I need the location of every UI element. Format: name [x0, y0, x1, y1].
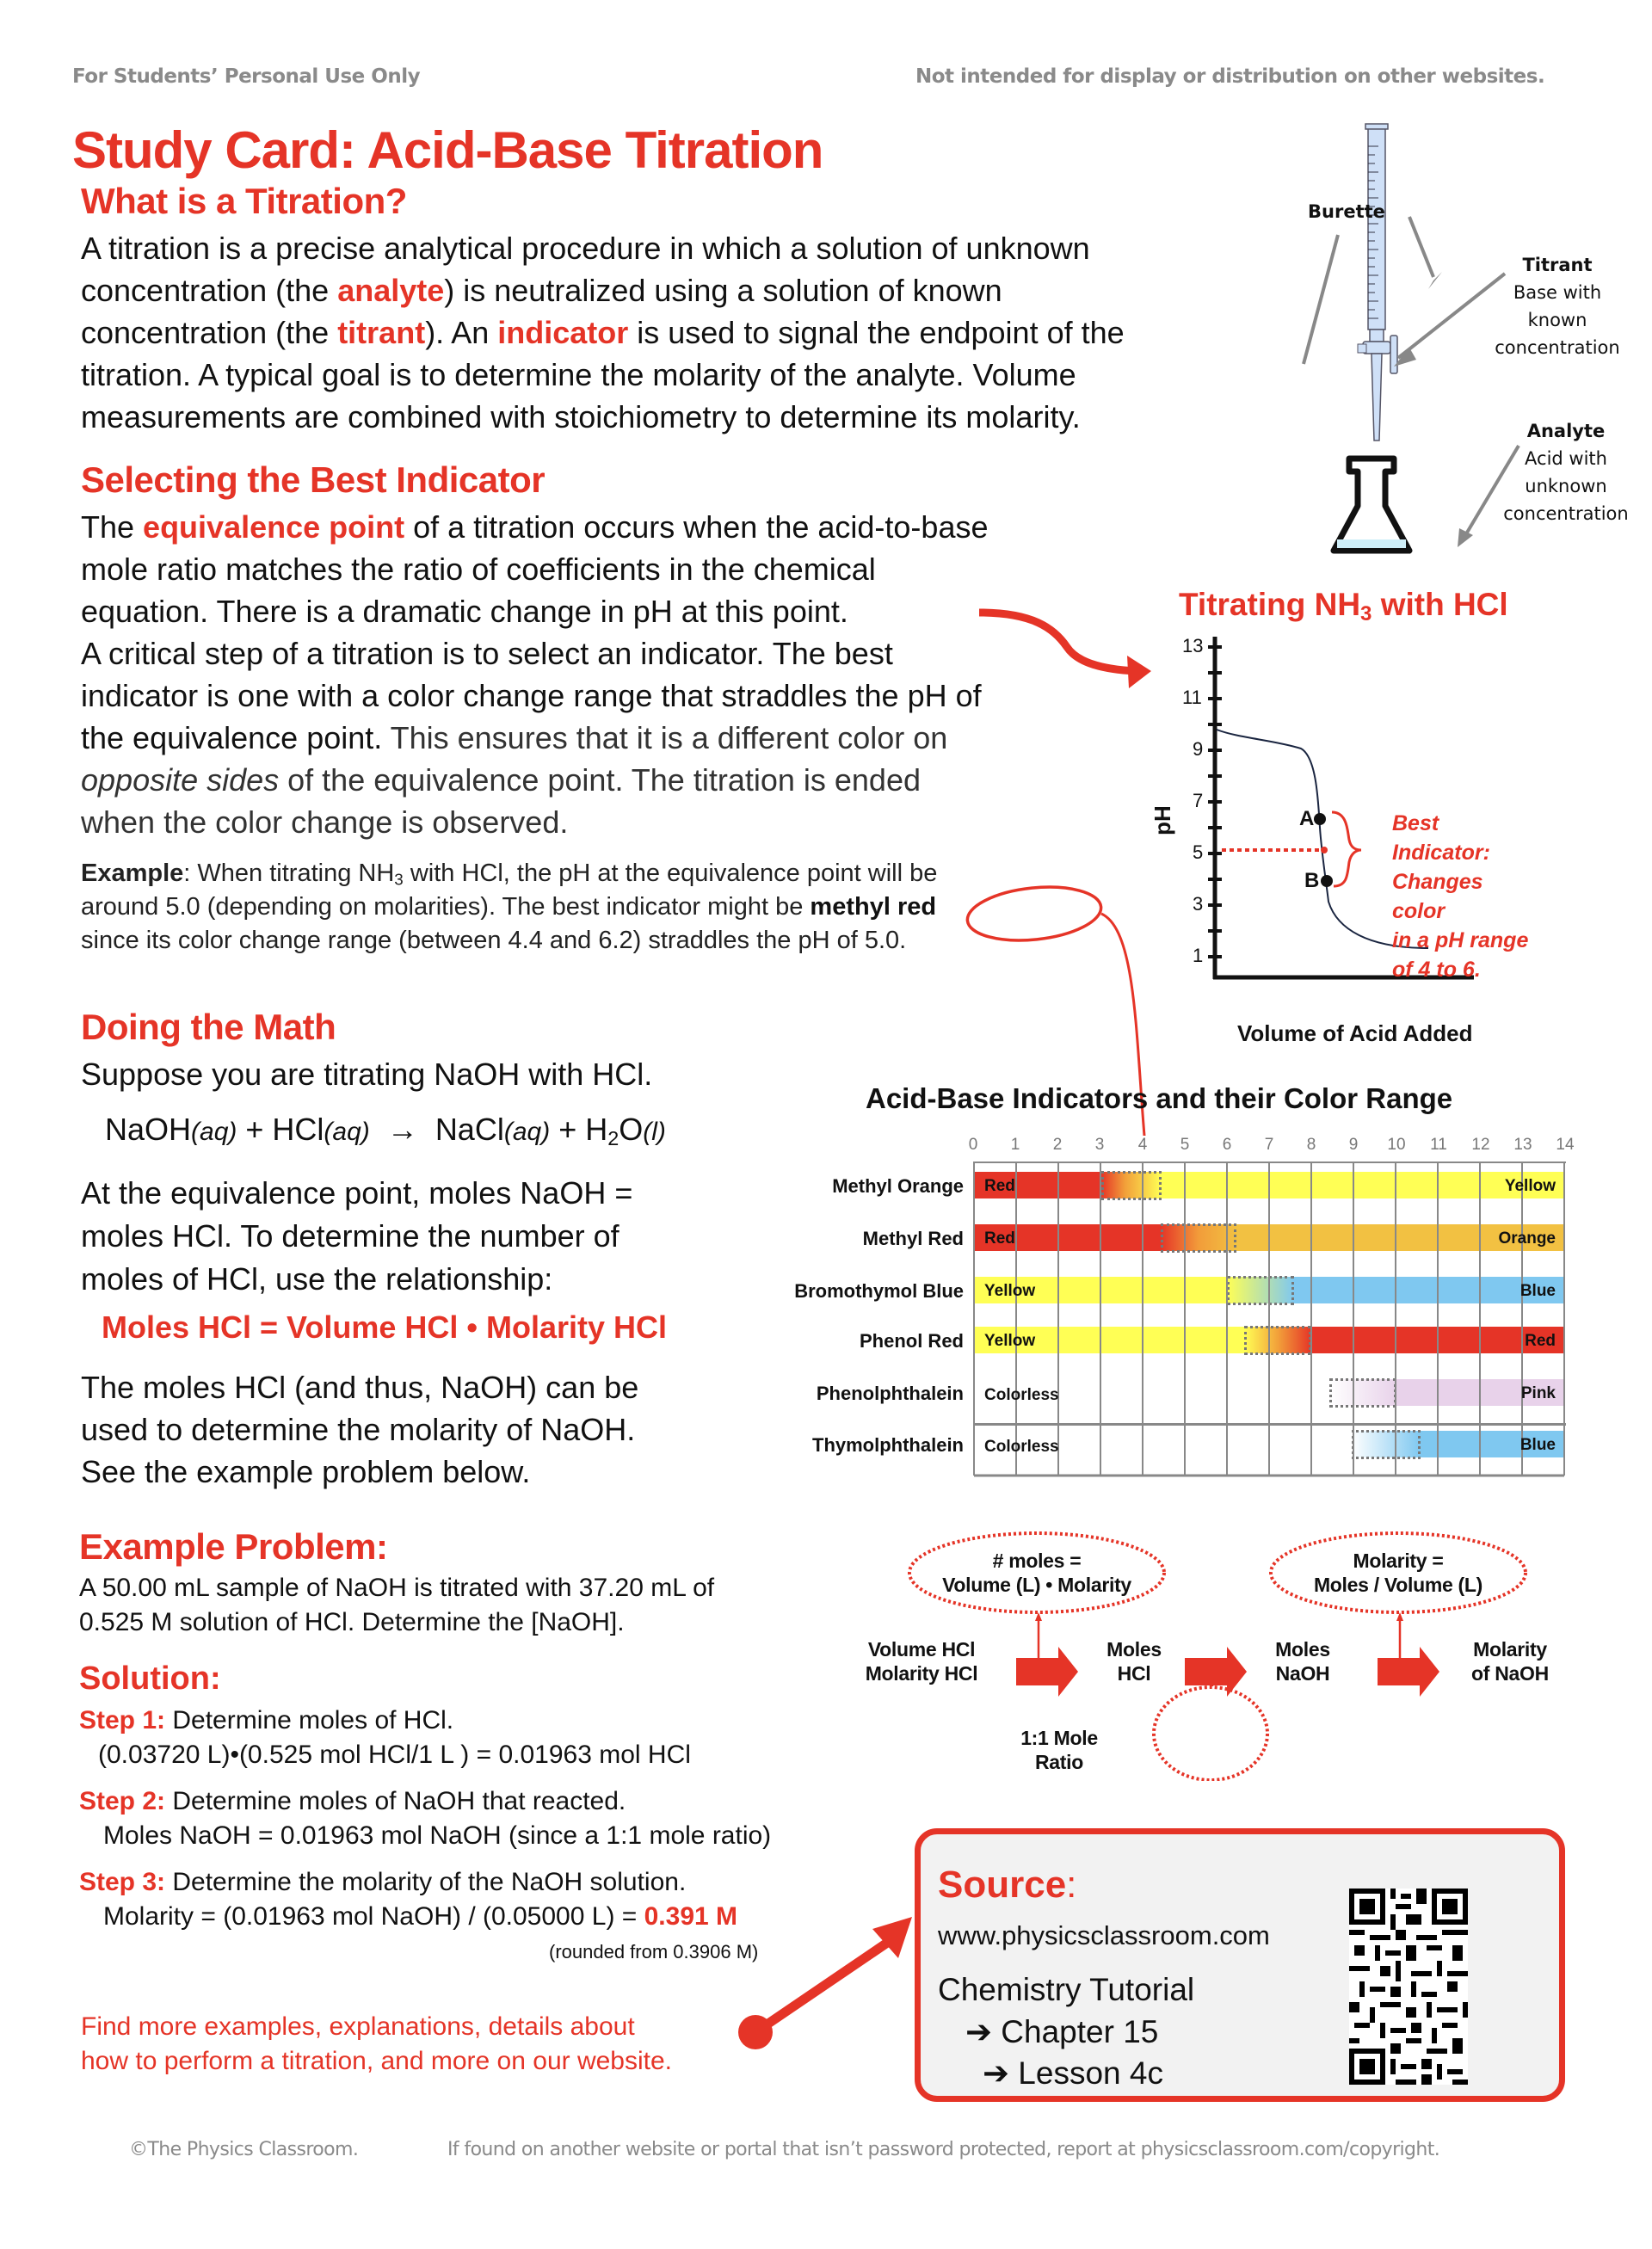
page-title: Study Card: Acid-Base Titration	[72, 121, 823, 179]
math-intro: Suppose you are titrating NaOH with HCl.	[81, 1057, 653, 1092]
copyright-note: ©The Physics Classroom.	[129, 2139, 359, 2160]
source-box	[915, 1828, 1565, 2102]
step-1: Step 1: Determine moles of HCl.	[79, 1706, 454, 1735]
tutorial-label: Chemistry Tutorial	[938, 1972, 1195, 2007]
methyl-red-highlight: methyl red	[810, 893, 937, 921]
copyright-report-note: If found on another website or portal that isn’t password protected, report at physicsclassroom.com/copyright.	[447, 2139, 1440, 2160]
section-heading-math: Doing the Math	[81, 1007, 336, 1047]
selecting-paragraph: The equivalence point of a titration occurs when the acid-to-base mole ratio matches the ratio of coefficients in the chemical equation. There is a dramatic change in pH at this point. A critical step of a titration is to select an indicator. The best indicator is one with a color change range that straddles the pH of the equivalence point. This ensures that it is a different color on opposite sides of the equivalence point. The titration is ended when the color change is observed.	[81, 509, 989, 840]
indicator-table-body: 0 1 2 3 4 5 6 7 8 9 10 11 12 13 14	[757, 1136, 1652, 1480]
flow-node-moles-hcl: Moles HCl	[1106, 1638, 1162, 1685]
distribution-note: Not intended for display or distribution on other websites.	[915, 65, 1545, 88]
term-analyte: analyte	[337, 273, 445, 308]
example-question: A 50.00 mL sample of NaOH is titrated with 37.20 mL of 0.525 M solution of HCl. Determine the [NaOH].	[79, 1574, 715, 1636]
section-heading-example: Example Problem:	[79, 1526, 388, 1567]
ph-titration-chart: 13 11 9 7 5 3 1 pH A B Best Indicator: Changes color in a pH range of 4 to 6. Volume of Acid Added	[1136, 628, 1532, 1041]
chemical-equation: NaOH(aq) + HCl(aq) → NaCl(aq) + $H_2O(l)$	[105, 1112, 666, 1149]
solution-heading: Solution:	[79, 1661, 221, 1697]
flow-node-molarity-naoh: Molarity of NaOH	[1471, 1638, 1549, 1685]
arrow-right-icon: ➔	[983, 2055, 1010, 2091]
titrant-label: Titrant Base with known concentration	[1495, 255, 1620, 358]
term-equivalence-point: equivalence point	[143, 509, 405, 545]
final-answer: 0.391 M	[644, 1902, 738, 1931]
analyte-label: Analyte Acid with unknown concentration	[1503, 421, 1629, 524]
math-paragraph: At the equivalence point, moles NaOH = moles HCl. To determine the number of moles of HCl, use the relationship:	[81, 1175, 633, 1297]
arrow-right-icon: ➔	[965, 2014, 993, 2049]
best-indicator-note: Best Indicator: Changes color in a pH range of 4 to 6.	[1392, 811, 1529, 982]
molarity-bubble-text: Molarity = Moles / Volume (L)	[1313, 1550, 1483, 1596]
ph-chart-title: Titrating $NH_3$ with HCl	[1179, 587, 1508, 625]
curved-arrow-icon	[979, 613, 1136, 671]
personal-use-note: For Students’ Personal Use Only	[72, 65, 421, 88]
mole-ratio-text: 1:1 Mole Ratio	[1020, 1727, 1098, 1773]
lesson-link[interactable]: ➔ Lesson 4c	[983, 2055, 1163, 2091]
indicator-rows: Methyl Orange Red Yellow Methyl Red Red Orange Bromothymol Blue Yellow Blue Phenol Red Yellow Red Phenolphthalein Colorless Pink Thymolphthalein Colorless Blue	[794, 1175, 1556, 1456]
volume-axis-label: Volume of Acid Added	[1237, 1020, 1473, 1046]
flow-node-volume-hcl: Volume HCl Molarity HCl	[865, 1638, 978, 1685]
more-resources-note: Find more examples, explanations, details about how to perform a titration, and more on our website.	[81, 2012, 673, 2075]
ph-axis-label: pH	[1149, 805, 1175, 835]
step-3: Step 3: Determine the molarity of the NaOH solution.	[79, 1868, 687, 1896]
point-b-label: B	[1304, 869, 1320, 892]
moles-formula: Moles HCl = Volume HCl • Molarity HCl	[102, 1309, 668, 1345]
section-heading-what-is: What is a Titration?	[81, 181, 407, 221]
source-heading: Source:	[938, 1864, 1077, 1906]
term-titrant: titrant	[337, 315, 426, 350]
solution-steps: Step 1: Determine moles of HCl. (0.03720 L)•(0.525 mol HCl/1 L ) = 0.01963 mol HCl Step 2: Determine moles of NaOH that reacted. Moles NaOH = 0.01963 mol NaOH (since a 1:1 mole ratio) Step 3: Determine the molarity of the NaOH solution. Molarity = (0.01963 mol NaOH) / (0.05000 L) = 0.391 M	[79, 1704, 771, 1934]
example-note: Example: When titrating $NH_3$ with HCl, the pH at the equivalence point will be around 5.0 (depending on molarities). The best indicator might be methyl red since its color change range (between 4.4 and 6.2) straddles the pH of 5.0.	[81, 860, 938, 954]
moles-bubble-text: # moles = Volume (L) • Molarity	[942, 1550, 1131, 1596]
burette-label: Burette	[1308, 201, 1385, 222]
source-url[interactable]: www.physicsclassroom.com	[938, 1920, 1270, 1950]
qr-code-icon[interactable]	[1349, 1888, 1468, 2086]
chapter-link[interactable]: ➔ Chapter 15	[965, 2014, 1159, 2049]
what-is-paragraph: A titration is a precise analytical procedure in which a solution of unknown concentration (the analyte) is neutralized using a solution of known concentration (the titrant). An indicator is used to signal the endpoint of the titration. A typical goal is to determine the molarity of the analyte. Volume measurements are combined with stoichiometry to determine its molarity.	[81, 231, 1125, 434]
math-paragraph-2: The moles HCl (and thus, NaOH) can be used to determine the molarity of NaOH. See the example problem below.	[81, 1370, 639, 1489]
term-indicator: indicator	[497, 315, 629, 350]
methyl-red-ellipse-icon	[965, 881, 1103, 946]
point-a-label: A	[1299, 807, 1315, 830]
rounded-note: (rounded from 0.3906 M)	[549, 1941, 759, 1962]
section-heading-selecting: Selecting the Best Indicator	[81, 459, 546, 500]
flow-node-moles-naoh: Moles NaOH	[1275, 1638, 1330, 1685]
indicator-table-title: Acid-Base Indicators and their Color Range	[866, 1082, 1453, 1114]
step-2: Step 2: Determine moles of NaOH that reacted.	[79, 1787, 626, 1815]
